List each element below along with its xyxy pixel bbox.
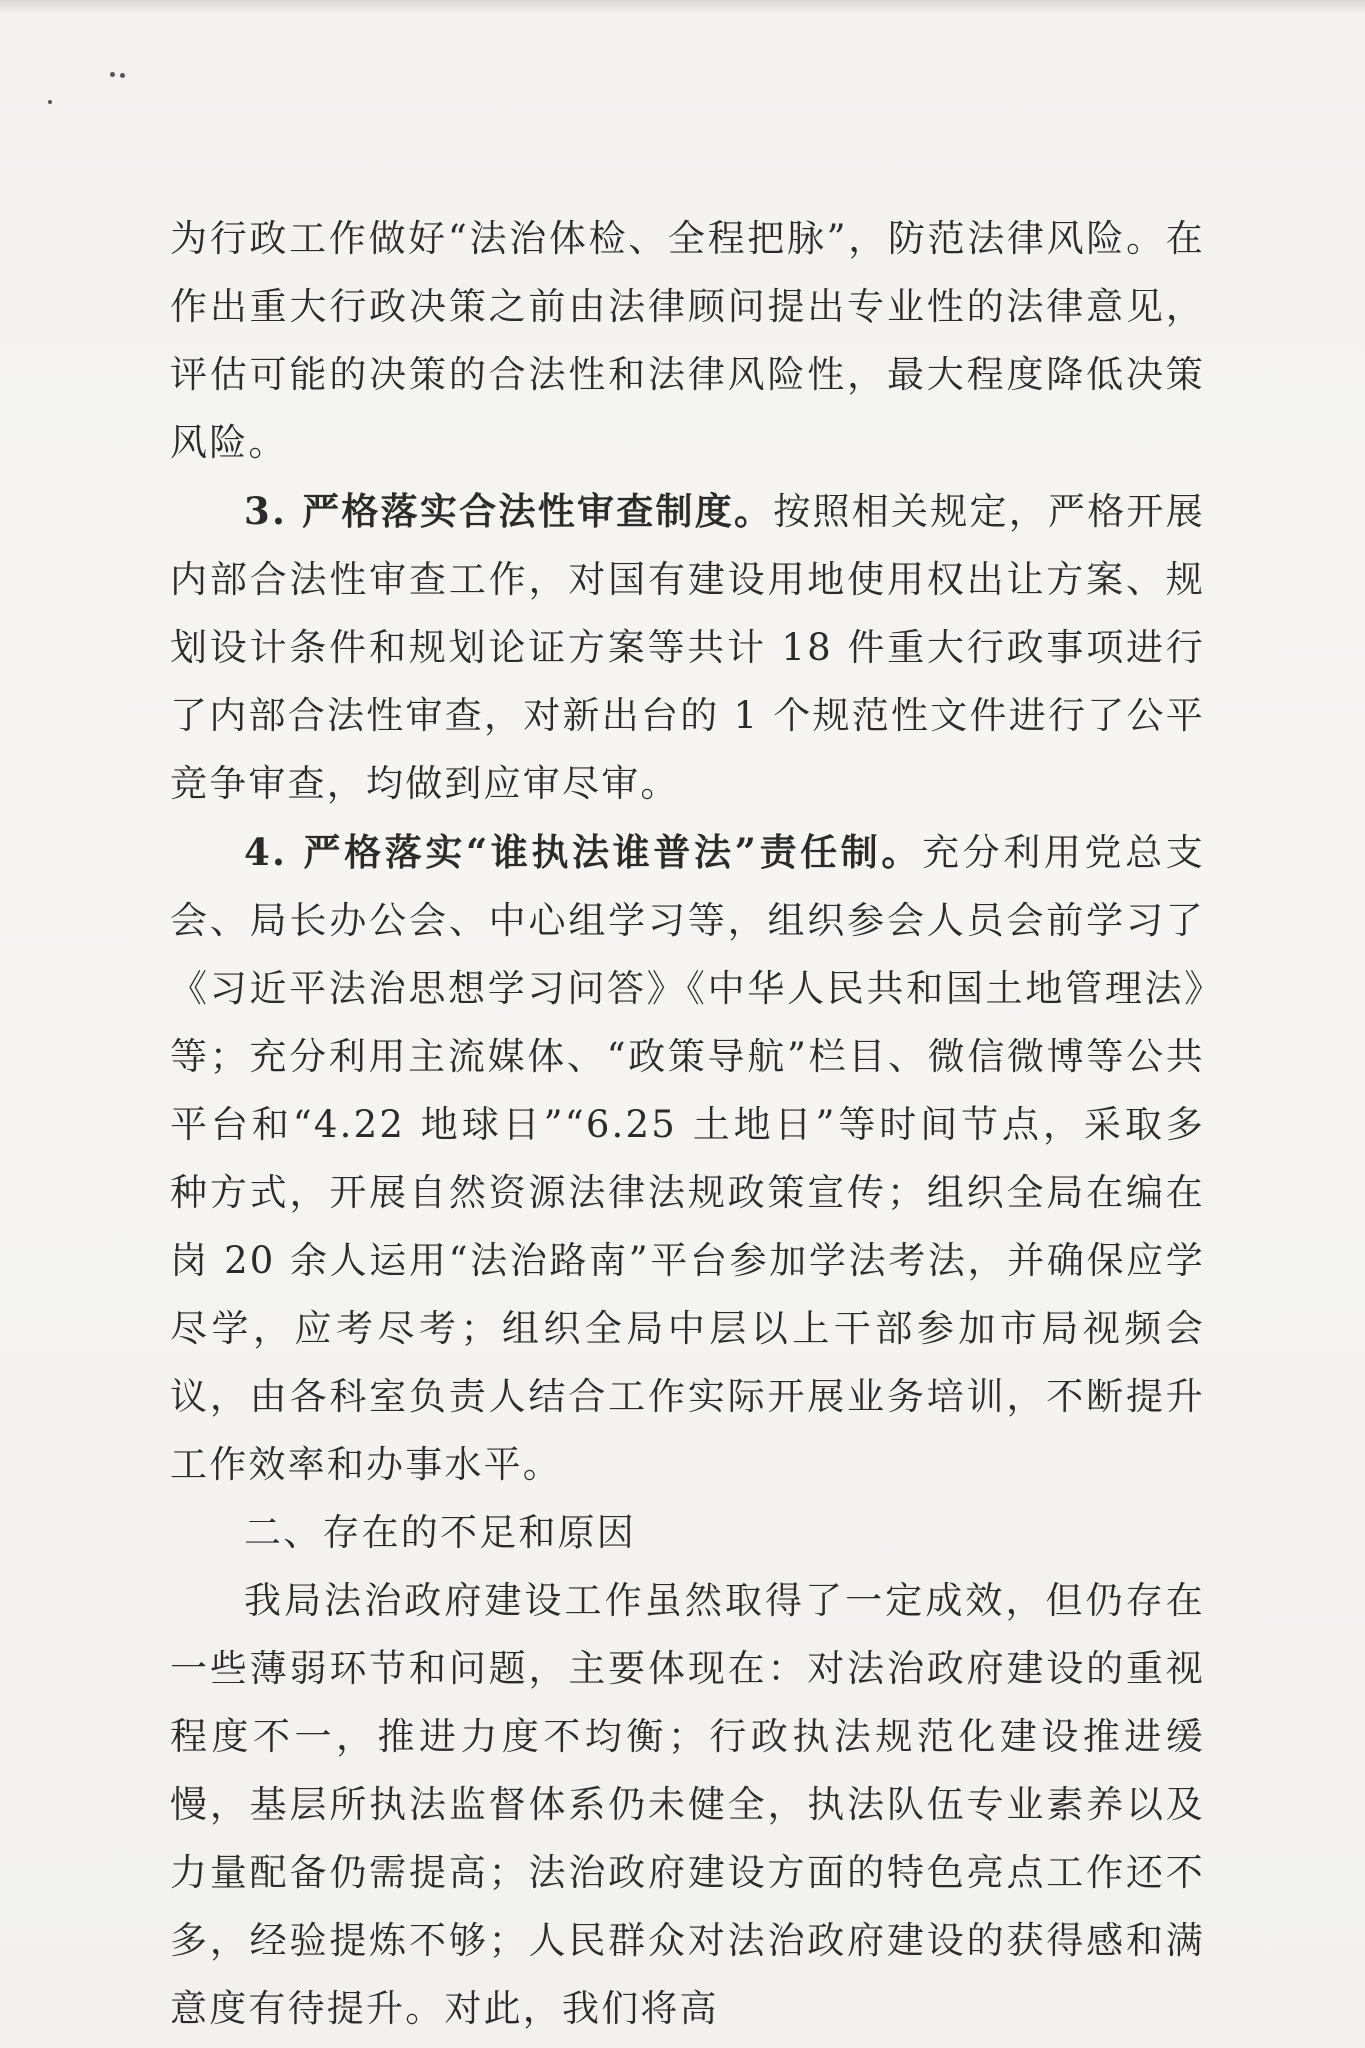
scan-top-shadow [0, 0, 1365, 14]
item-4-body: 充分利用党总支会、局长办公会、中心组学习等，组织参会人员会前学习了《习近平法治思想学习问答》《中华人民共和国土地管理法》等；充分利用主流媒体、“政策导航”栏目、微信微博等公共平台和“4.22 地球日”“6.25 土地日”等时间节点，采取多种方式，开展自然资源法律法规政策宣传；组织全局在编在岗 20 余人运用“法治路南”平台参加学法考法，并确保应学尽学，应考尽考；组织全局中层以上干部参加市局视频会议，由各科室负责人结合工作实际开展业务培训，不断提升工作效率和办事水平。 [170, 831, 1205, 1486]
document-body [170, 205, 1205, 2043]
scan-speck [110, 72, 115, 77]
paragraph-item-3 [170, 477, 1205, 818]
item-3-heading: 3. 严格落实合法性审查制度。 [244, 489, 774, 533]
section-2-heading: 二、存在的不足和原因 [244, 1511, 636, 1554]
scan-speck [120, 73, 125, 78]
paragraph-item-4 [170, 818, 1205, 1499]
scan-speck [48, 100, 52, 104]
section-2-body: 我局法治政府建设工作虽然取得了一定成效，但仍存在一些薄弱环节和问题，主要体现在：对法治政府建设的重视程度不一，推进力度不均衡；行政执法规范化建设推进缓慢，基层所执法监督体系仍未健全，执法队伍专业素养以及力量配备仍需提高；法治政府建设方面的特色亮点工作还不多，经验提炼不够；人民群众对法治政府建设的获得感和满意度有待提升。对此，我们将高 [170, 1579, 1205, 2030]
paragraph-continuation: 为行政工作做好“法治体检、全程把脉”，防范法律风险。在作出重大行政决策之前由法律顾问提出专业性的法律意见，评估可能的决策的合法性和法律风险性，最大程度降低决策风险。 [170, 217, 1205, 464]
item-3-body: 按照相关规定，严格开展内部合法性审查工作，对国有建设用地使用权出让方案、规划设计条件和规划论证方案等共计 18 件重大行政事项进行了内部合法性审查，对新出台的 1 个规范性文件进行了公平竞争审查，均做到应审尽审。 [170, 490, 1205, 805]
item-4-heading: 4. 严格落实“谁执法谁普法”责任制。 [244, 830, 923, 874]
